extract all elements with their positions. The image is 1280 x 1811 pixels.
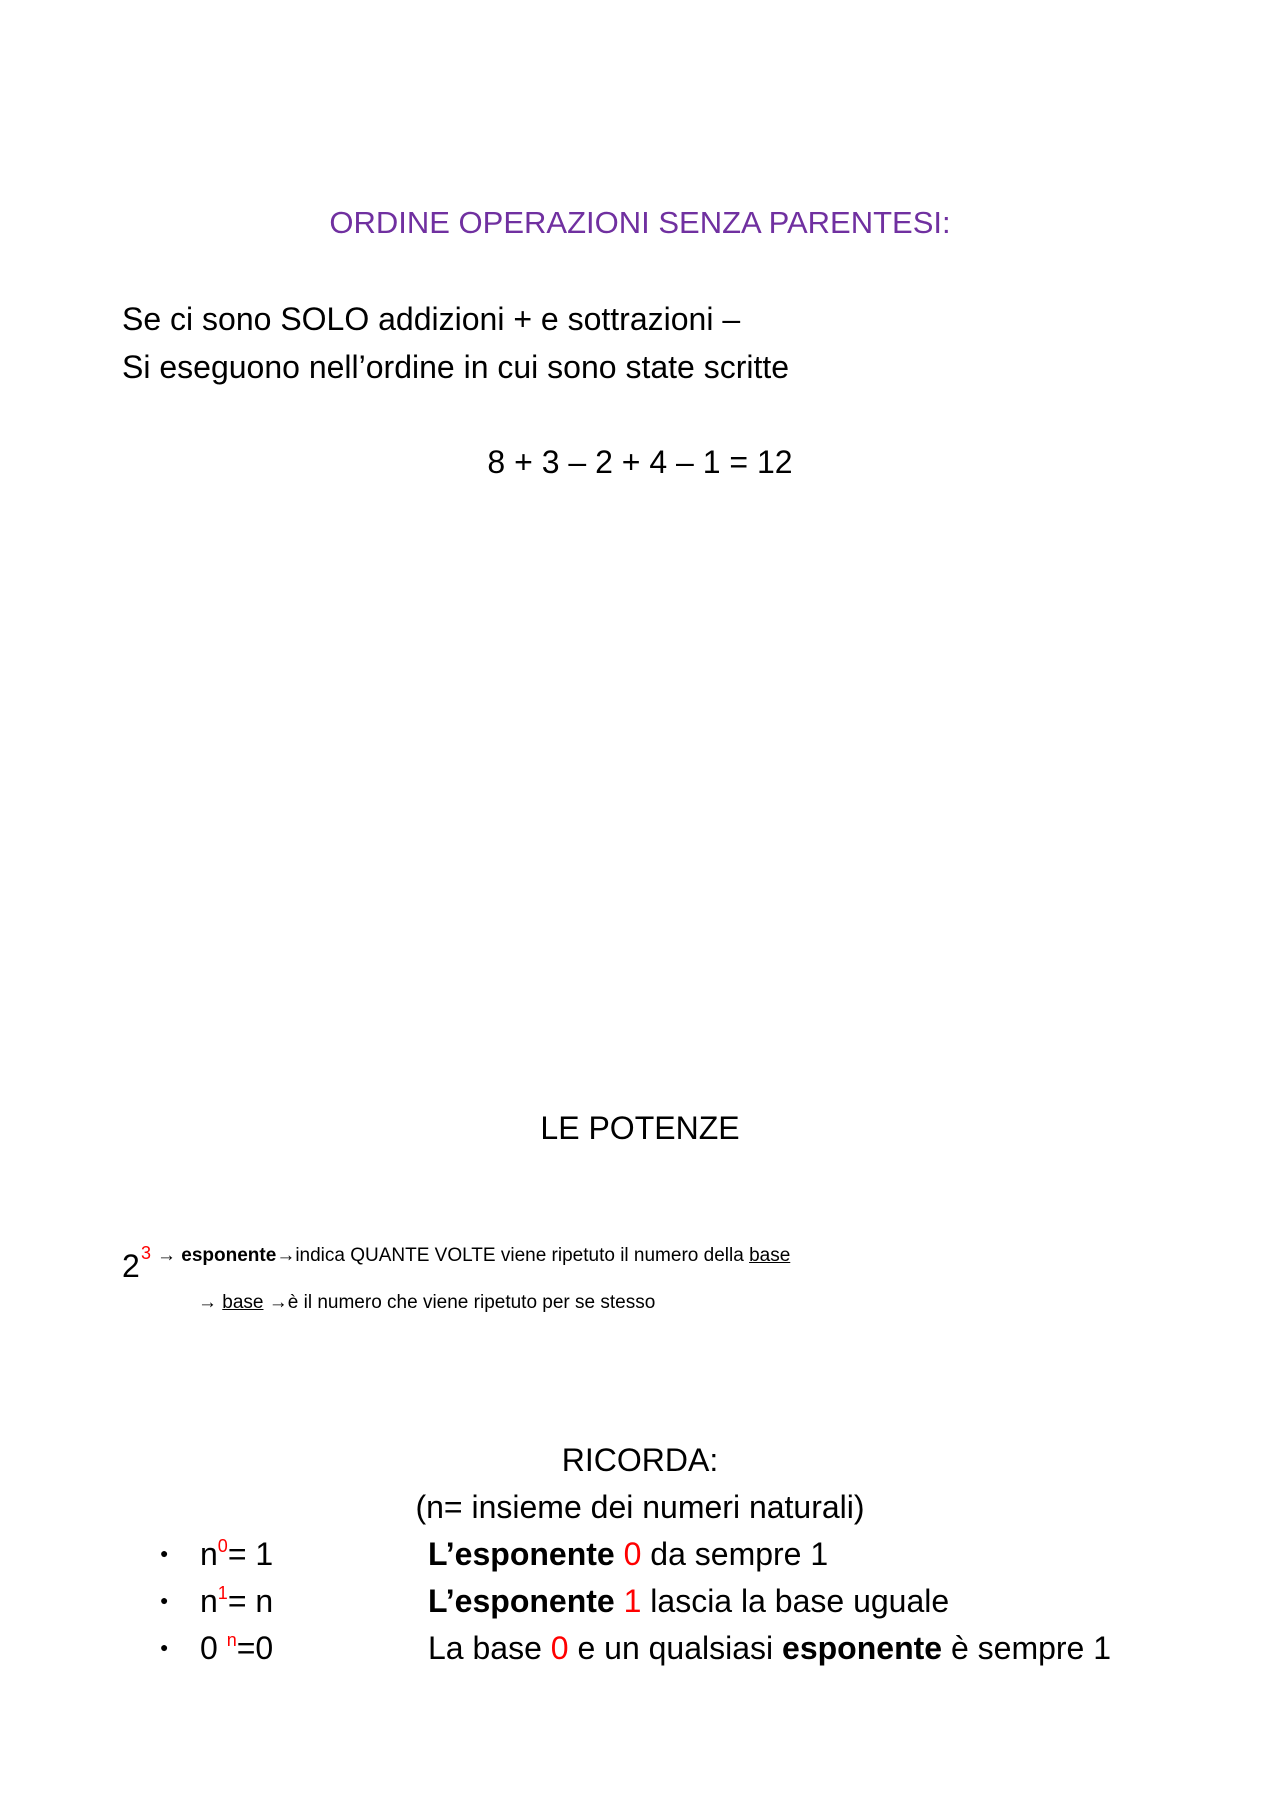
base-word: base <box>749 1245 791 1266</box>
rule-formula-3: 0 $^n$=0 <box>200 1630 274 1666</box>
exponent-explanation <box>157 1245 790 1267</box>
bullet-icon: ● <box>160 1592 169 1608</box>
rule-text-1: L’esponente 0 da sempre 1 <box>428 1536 829 1572</box>
section-title-order: ORDINE OPERAZIONI SENZA PARENTESI: <box>329 205 951 240</box>
base-explanation <box>198 1292 655 1314</box>
natural-numbers-note: (n= insieme dei numeri naturali) <box>415 1489 865 1525</box>
arrow-icon: → <box>198 1292 217 1313</box>
base-label: base <box>222 1292 264 1313</box>
power-base-digit: 2 <box>122 1248 140 1284</box>
section-title-remember: RICORDA: <box>561 1442 719 1478</box>
rule-line-2: Si eseguono nell’ordine in cui sono state scritte <box>122 349 790 385</box>
power-exponent-digit: 3 <box>141 1243 152 1263</box>
exponent-label: esponente <box>181 1245 277 1266</box>
bullet-icon: ● <box>160 1545 169 1561</box>
arrow-icon: → <box>157 1245 176 1266</box>
arrow-icon: → <box>268 1292 288 1313</box>
rule-formula-1: $n^0= 1$ <box>200 1536 274 1572</box>
rule-formula-2: $n^1= n$ <box>200 1583 274 1619</box>
rule-text-2: L’esponente 1 lascia la base uguale <box>428 1583 950 1619</box>
base-description: è il numero che viene ripetuto per se stesso <box>287 1292 656 1313</box>
example-equation: 8 + 3 – 2 + 4 – 1 = 12 <box>487 444 793 480</box>
section-title-powers: LE POTENZE <box>540 1110 740 1146</box>
arrow-icon: → <box>276 1245 296 1266</box>
bullet-icon: ● <box>160 1639 169 1655</box>
exponent-description: indica QUANTE VOLTE viene ripetuto il numero della <box>295 1245 744 1266</box>
rule-text-3: La base 0 e un qualsiasi esponente è sempre 1 <box>428 1630 1112 1666</box>
rule-line-1: Se ci sono SOLO addizioni + e sottrazioni – <box>122 301 741 337</box>
